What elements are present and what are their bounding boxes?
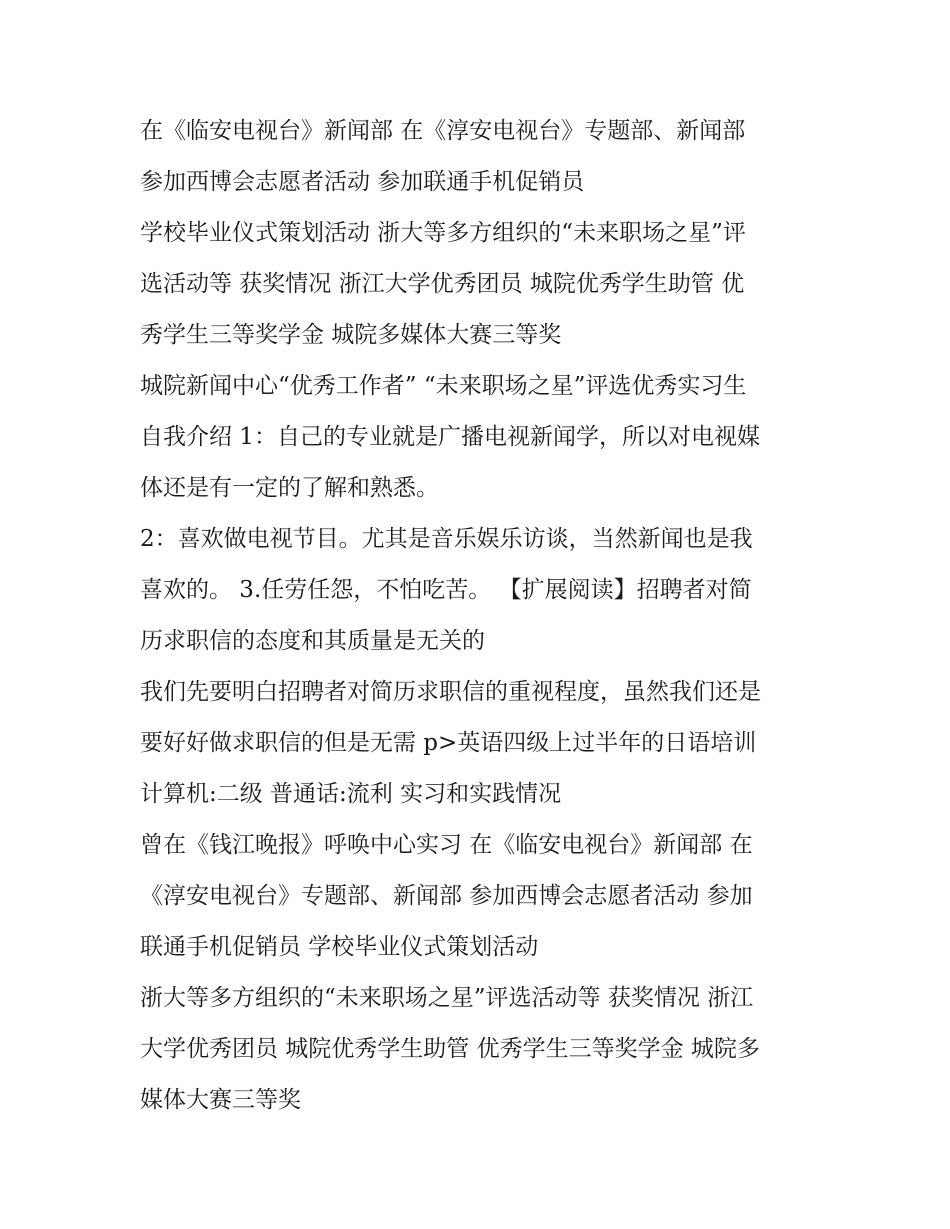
text-line: 历求职信的态度和其质量是无关的	[140, 628, 485, 654]
text-line: 喜欢的。 3.任劳任怨，不怕吃苦。 【扩展阅读】招聘者对简	[140, 577, 752, 603]
text-line: 在《临安电视台》新闻部 在《淳安电视台》专题部、新闻部	[140, 118, 746, 144]
text-line: 2：喜欢做电视节目。尤其是音乐娱乐访谈，当然新闻也是我	[140, 526, 753, 552]
text-line: 城院新闻中心“优秀工作者” “未来职场之星”评选优秀实习生	[140, 373, 747, 399]
text-line: 自我介绍 1：自己的专业就是广播电视新闻学，所以对电视媒	[140, 424, 760, 450]
text-line: 《淳安电视台》专题部、新闻部 参加西博会志愿者活动 参加	[140, 883, 753, 909]
text-line: 曾在《钱江晚报》呼唤中心实习 在《临安电视台》新闻部 在	[140, 832, 753, 858]
text-line: 我们先要明白招聘者对简历求职信的重视程度，虽然我们还是	[140, 679, 761, 705]
text-line: 媒体大赛三等奖	[140, 1087, 301, 1113]
text-line: 要好好做求职信的但是无需 p>英语四级上过半年的日语培训	[140, 730, 757, 756]
document-body	[140, 106, 820, 1126]
text-line: 选活动等 获奖情况 浙江大学优秀团员 城院优秀学生助管 优	[140, 271, 745, 297]
text-line: 参加西博会志愿者活动 参加联通手机促销员	[140, 169, 585, 195]
text-line: 秀学生三等奖学金 城院多媒体大赛三等奖	[140, 322, 562, 348]
text-line: 体还是有一定的了解和熟悉。	[140, 475, 439, 501]
text-line: 浙大等多方组织的“未来职场之星”评选活动等 获奖情况 浙江	[140, 985, 754, 1011]
text-line: 大学优秀团员 城院优秀学生助管 优秀学生三等奖学金 城院多	[140, 1036, 760, 1062]
text-line: 计算机:二级 普通话:流利 实习和实践情况	[140, 781, 562, 807]
text-line: 学校毕业仪式策划活动 浙大等多方组织的“未来职场之星”评	[140, 220, 746, 246]
text-line: 联通手机促销员 学校毕业仪式策划活动	[140, 934, 539, 960]
